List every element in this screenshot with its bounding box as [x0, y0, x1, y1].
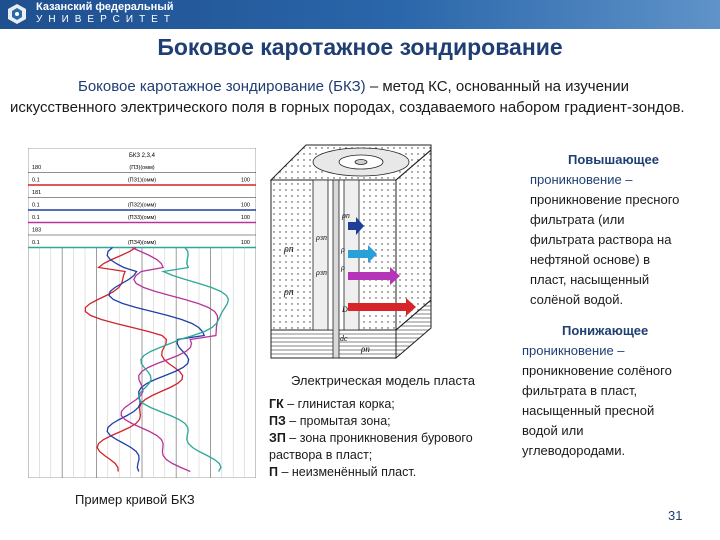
- lowering-line: проникновение –: [522, 343, 625, 358]
- log-header-label: (ПЗ3)(омм): [127, 215, 157, 221]
- lowering-line: углеводородами.: [522, 443, 626, 458]
- university-word: УНИВЕРСИТЕТ: [36, 14, 176, 25]
- log-grid: [28, 248, 256, 479]
- raising-line: нефтяной основе) в: [530, 252, 651, 267]
- raising-line: фильтрата (или: [530, 212, 625, 227]
- log-header-label: (ПЗ4)(омм): [127, 240, 157, 246]
- borehole-front: [333, 180, 339, 358]
- raising-line: проникновение –: [530, 172, 633, 187]
- label-dc: dс: [340, 334, 348, 343]
- log-header-right: 100: [240, 240, 250, 246]
- label-rho-n-1: ρп: [284, 244, 294, 255]
- page-number: 31: [668, 508, 683, 523]
- raising-line: пласт, насыщенный: [530, 272, 650, 287]
- borehole-top: [355, 160, 367, 165]
- university-emblem-icon: [6, 3, 28, 25]
- legend-item-zp: ЗП – зона проникновения бурового раствора в пласт;: [269, 431, 473, 462]
- lowering-head: Понижающее: [562, 323, 649, 338]
- log-header-left: 0.1: [32, 215, 40, 221]
- log-header-right: 100: [240, 177, 250, 184]
- raising-invasion-block: [530, 150, 716, 310]
- log-header-label: (ПЗ1)(омм): [127, 177, 157, 184]
- log-header-left: 0.1: [32, 177, 40, 184]
- raising-line: солёной водой.: [530, 292, 624, 307]
- label-rho-n-2: ρп: [342, 211, 350, 220]
- label-rho-zp-1: ρзп: [316, 233, 327, 242]
- abbreviation-legend: [269, 396, 509, 481]
- intro-term: Боковое каротажное зондирование (БКЗ): [78, 78, 366, 95]
- slide-title: Боковое каротажное зондирование: [157, 34, 563, 60]
- intro-paragraph: [10, 76, 710, 118]
- log-header-left: 180: [32, 165, 42, 171]
- label-rho-a: ρ: [341, 245, 345, 254]
- legend-item-pz: ПЗ – промытая зона;: [269, 414, 391, 428]
- formation-model-figure: [266, 140, 436, 370]
- log-header-left: 0.1: [32, 202, 40, 209]
- label-d: D: [342, 305, 348, 314]
- label-rho-zp-2: ρзп: [316, 268, 327, 277]
- log-header-text: БКЗ 2,3,4: [128, 153, 156, 159]
- lowering-invasion-block: [522, 321, 714, 461]
- label-rho-n-4: ρп: [361, 344, 370, 354]
- log-header-left: 0.1: [32, 240, 40, 246]
- lowering-line: проникновение солёного: [522, 363, 672, 378]
- intro-rest: – метод КС, основанный на изучении искусственного электрического поля в горных породах, создаваемого набором градиент-зондов.: [10, 78, 685, 116]
- log-header-left: 181: [32, 190, 42, 196]
- label-rho-b: ρ: [341, 263, 345, 272]
- raising-head: Повышающее: [568, 152, 659, 167]
- raising-line: фильтрата раствора на: [530, 232, 672, 247]
- model-caption: Электрическая модель пласта: [291, 373, 475, 388]
- label-rho-n-3: ρп: [284, 287, 294, 298]
- legend-item-gk: ГК – глинистая корка;: [269, 397, 395, 411]
- bkz-log-figure: [28, 148, 256, 478]
- log-header-right: 100: [240, 215, 250, 221]
- log-header-label: (ПЗ2)(омм): [127, 202, 157, 209]
- lowering-line: фильтрата в пласт,: [522, 383, 638, 398]
- log-header-right: 100: [240, 202, 250, 209]
- legend-item-p: П – неизменённый пласт.: [269, 465, 417, 479]
- log-caption: Пример кривой БКЗ: [75, 492, 195, 507]
- university-name: Казанский федеральный: [36, 1, 174, 13]
- lowering-line: насыщенный пресной: [522, 403, 655, 418]
- log-header-left: 183: [32, 227, 42, 234]
- header-bar: [0, 0, 720, 29]
- raising-line: проникновение пресного: [530, 192, 680, 207]
- lowering-line: водой или: [522, 423, 584, 438]
- log-header-label: (ПЗ)(омм): [129, 165, 155, 171]
